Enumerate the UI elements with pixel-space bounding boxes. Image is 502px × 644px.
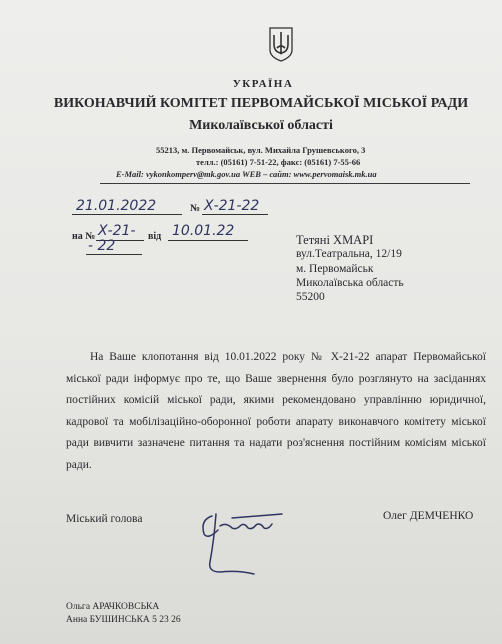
header-divider (100, 183, 470, 184)
reference-date-underline (168, 240, 248, 241)
country-name: УКРАЇНА (232, 78, 294, 90)
signatory-name: Олег ДЕМЧЕНКО (383, 510, 474, 522)
number-underline (202, 214, 268, 215)
reference-number-part2: - 22 (88, 238, 116, 254)
addressee-name: Тетяні ХМАРІ (296, 233, 374, 247)
reference-number-part1: Х-21- (98, 223, 136, 239)
organization-title: ВИКОНАВЧИЙ КОМІТЕТ ПЕРВОМАЙСЬКОЇ МІСЬКОЇ РАДИ (53, 96, 469, 111)
handwritten-signature (190, 500, 290, 580)
letter-body: На Ваше клопотання від 10.01.2022 року № Х-21-22 апарат Первомайської міської ради інформує про те, що Ваше звернення було розглянуто на засіданнях постійних комісій міської ради, якими рекомендовано управлінню юридичної, кадрової та мобілізаційно-оборонної роботи апарату виконавчого комітету міської ради вивчити зазначене питання та надати роз'яснення постійним комісіям міської ради. (66, 351, 486, 471)
reference-label: на № (72, 231, 96, 242)
reference-date: 10.01.22 (172, 223, 235, 239)
addressee-city: м. Первомайськ (296, 262, 374, 275)
executor-1: Ольга АРАЧКОВСЬКА (66, 602, 160, 612)
reference-date-label: від (148, 231, 162, 242)
addressee-block (296, 233, 404, 304)
organization-region: Миколаївської області (189, 118, 333, 133)
phone-fax: телл.: (05161) 7-51-22, факс: (05161) 7-55-66 (196, 157, 361, 167)
trident-coat-of-arms-icon (268, 26, 294, 62)
addressee-postcode: 55200 (296, 291, 325, 304)
reference-number-underline-2 (86, 254, 142, 255)
number-label: № (190, 203, 201, 214)
email-web: E-Mail: vykonkomperv@mk.gov.ua WEB – сайт: www.pervomaisk.mk.ua (116, 169, 377, 179)
outgoing-date: 21.01.2022 (76, 198, 157, 214)
date-underline (72, 214, 182, 215)
postal-address: 55213, м. Первомайськ, вул. Михайла Грушевського, 3 (156, 145, 366, 155)
outgoing-number: Х-21-22 (204, 198, 260, 214)
signatory-role: Міський голова (66, 513, 143, 525)
addressee-street: вул.Театральна, 12/19 (296, 248, 402, 261)
addressee-region: Миколаївська область (296, 276, 404, 289)
executor-2: Анна БУШИНСЬКА 5 23 26 (66, 615, 181, 625)
